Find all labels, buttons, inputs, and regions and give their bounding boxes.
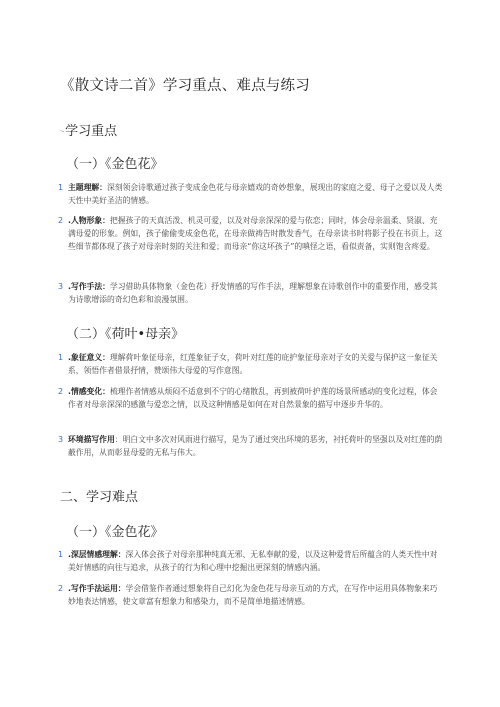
item-keyword: 环境描写作用 <box>68 435 115 444</box>
list-number: 1 <box>58 183 64 192</box>
item-keyword: 主题理解： <box>68 183 107 192</box>
item-text: 深刻领会诗歌通过孩子变成金色花与母亲嬉戏的奇妙想象，展现出的家庭之爱、母子之爱以及人类天性中美好圣洁的情感。 <box>68 183 443 206</box>
list-number: 2 <box>58 387 64 396</box>
list-item <box>58 582 444 608</box>
document-title: 《散文诗二首》学习重点、难点与练习 <box>60 78 310 94</box>
list-item <box>58 548 444 574</box>
list-item <box>58 351 444 377</box>
item-keyword: .深层情感理解： <box>68 550 126 559</box>
section-heading-text: 学习重点 <box>65 124 118 139</box>
item-text: 梳理作者情感从烦闷不适意到不宁的心绪散乱，再到被荷叶护莲的场景所感动的变化过程，体会作者对母亲深深的感激与爱恋之情，以及这种情感是如何在对自然景象的描写中逐步升华的。 <box>68 387 438 410</box>
list-number: 2 <box>58 216 64 225</box>
item-keyword: .写作手法运用： <box>68 584 126 593</box>
section-heading-key-points <box>60 120 117 139</box>
list-item <box>58 280 444 306</box>
list-number: 1 <box>58 550 64 559</box>
item-text: 把握孩子的天真活泼、机灵可爱，以及对母亲深深的爱与依恋；同时，体会母亲温柔、贤淑、充满母爱的形象。例如，孩子偷偷变成金色花，在母亲做祷告时散发香气，在母亲读书时将影子投在书页上，这些细节都体现了孩子对母亲时刻的关注和爱；而母亲“你这坏孩子”的嗔怪之语，看似责备，实则饱含疼爱。 <box>68 216 443 252</box>
subsection-heading-golden-flower-2: （一）《金色花》 <box>66 525 164 540</box>
item-text: 理解荷叶象征母亲，红莲象征子女，荷叶对红莲的庇护象征母亲对子女的关爱与保护这一象征关系，领悟作者借景抒情，赞颂伟大母爱的写作意图。 <box>68 353 438 376</box>
subsection-heading-golden-flower: （一）《金色花》 <box>66 157 164 172</box>
item-text: 深入体会孩子对母亲那种纯真无邪、无私奉献的爱，以及这种爱背后所蕴含的人类天性中对美好情感的向往与追求，从孩子的行为和心理中挖掘出更深刻的情感内涵。 <box>68 550 438 573</box>
list-item <box>58 433 444 459</box>
list-item <box>58 214 444 254</box>
item-text: 学会借鉴作者通过想象将自己幻化为金色花与母亲互动的方式，在写作中运用具体物象来巧妙地表达情感，使文章富有想象力和感染力，而不是简单地描述情感。 <box>68 584 438 607</box>
section-marker: ·- <box>60 128 65 135</box>
list-item <box>58 385 444 411</box>
item-text: ：明白文中多次对风雨进行描写，是为了通过突出环境的恶劣，衬托荷叶的坚强以及对红莲的荫蔽作用，从而彰显母爱的无私与伟大。 <box>68 435 443 458</box>
item-keyword: .写作手法： <box>68 282 110 291</box>
section-heading-difficulties: 二、学习难点 <box>60 490 139 505</box>
item-keyword: .人物形象： <box>68 216 110 225</box>
subsection-heading-lotus-leaf: （二）《荷叶•母亲》 <box>66 327 185 342</box>
list-number: 3 <box>58 282 64 291</box>
list-number: 3 <box>58 435 64 444</box>
item-text: 学习借助具体物象（金色花）抒发情感的写作手法，理解想象在诗歌创作中的重要作用，感受其为诗歌增添的奇幻色彩和浪漫氛围。 <box>68 282 438 305</box>
list-item <box>58 181 444 207</box>
item-keyword: .情感变化： <box>68 387 110 396</box>
list-number: 1 <box>58 353 64 362</box>
list-number: 2 <box>58 584 64 593</box>
item-keyword: .象征意义： <box>68 353 110 362</box>
